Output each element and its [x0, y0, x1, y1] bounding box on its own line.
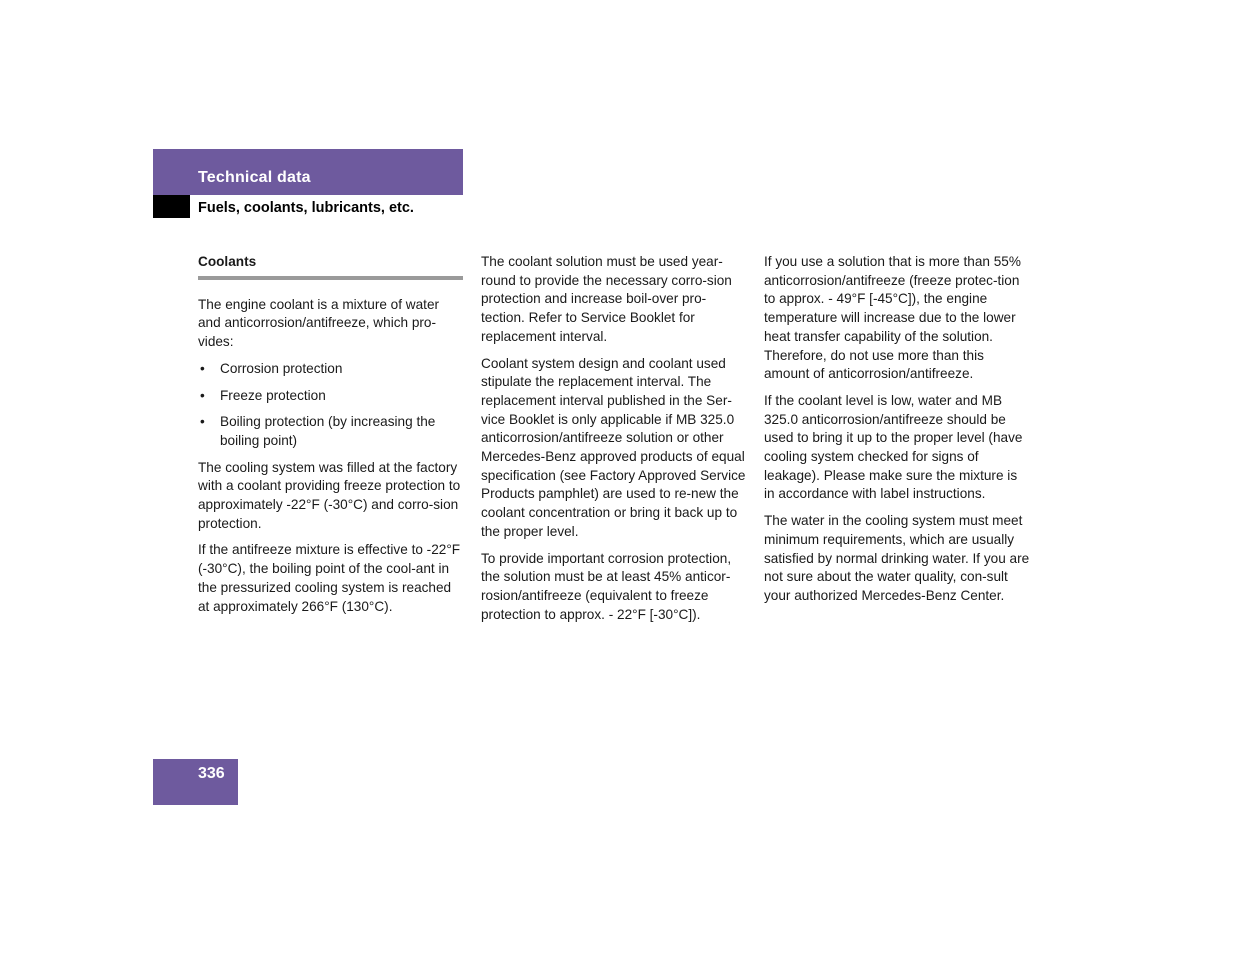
bullet-icon: • [200, 360, 205, 376]
bullet-icon: • [200, 414, 205, 430]
paragraph: If the antifreeze mixture is effective to -22°F (-30°C), the boiling point of the cool-ant in the pressurized cooling system is reached at approximately 266°F (130°C). [198, 542, 461, 614]
page-number: 336 [198, 765, 225, 782]
paragraph: The cooling system was filled at the factory with a coolant providing freeze protection to approximately -22°F (-30°C) and corro-sion protection. [198, 459, 461, 531]
list-item-text: Boiling protection (by increasing the boiling point) [220, 414, 436, 448]
header-tab-marker [153, 195, 190, 218]
section-header-bar [153, 149, 463, 195]
text-column-1 [198, 253, 464, 624]
paragraph: The coolant solution must be used year-round to provide the necessary corro-sion protection and increase boil-over pro-tection. Refer to Service Booklet for replacement interval. [481, 254, 732, 344]
paragraph: If the coolant level is low, water and MB 325.0 anticorrosion/antifreeze should be used to bring it up to the proper level (have cooling system checked for signs of leakage). Please make sure the mixture is in accordance with label instructions. [764, 392, 1023, 502]
list-item-text: Corrosion protection [220, 360, 343, 376]
list-item-text: Freeze protection [220, 387, 326, 403]
paragraph: The engine coolant is a mixture of water and anticorrosion/antifreeze, which pro-vides: [198, 296, 440, 350]
paragraph: Coolant system design and coolant used stipulate the replacement interval. The replacement interval published in the Ser-vice Booklet is only applicable if MB 325.0 anticorrosion/antifreeze solution or other Mercedes-Benz approved products of equal specification (see Factory Approved Service Products pamphlet) are used to re-new the coolant concentration or bring it back up to the proper level. [481, 355, 746, 539]
page-subtitle: Fuels, coolants, lubricants, etc. [198, 200, 414, 216]
paragraph: The water in the cooling system must meet minimum requirements, which are usually satisfied by normal drinking water. If you are not sure about the water quality, con-sult your authorized Mercedes-Benz Center. [764, 513, 1030, 603]
page-number-box [153, 759, 238, 805]
bullet-list [198, 360, 464, 451]
list-item [198, 360, 464, 379]
text-column-2 [481, 253, 747, 632]
section-heading: Coolants [198, 253, 463, 280]
bullet-icon: • [200, 387, 205, 403]
section-title: Technical data [198, 169, 311, 186]
list-item [198, 413, 464, 450]
text-column-3 [764, 253, 1030, 614]
paragraph: If you use a solution that is more than 55% anticorrosion/antifreeze (freeze protec-tion to approx. - 49°F [-45°C]), the engine temperature will increase due to the lower heat transfer capability of the solution. Therefore, do not use more than this amount of anticorrosion/antifreeze. [764, 254, 1021, 382]
paragraph: To provide important corrosion protection, the solution must be at least 45% anticor-rosion/antifreeze (equivalent to freeze protection to approx. - 22°F [-30°C]). [481, 550, 732, 622]
list-item [198, 387, 464, 406]
